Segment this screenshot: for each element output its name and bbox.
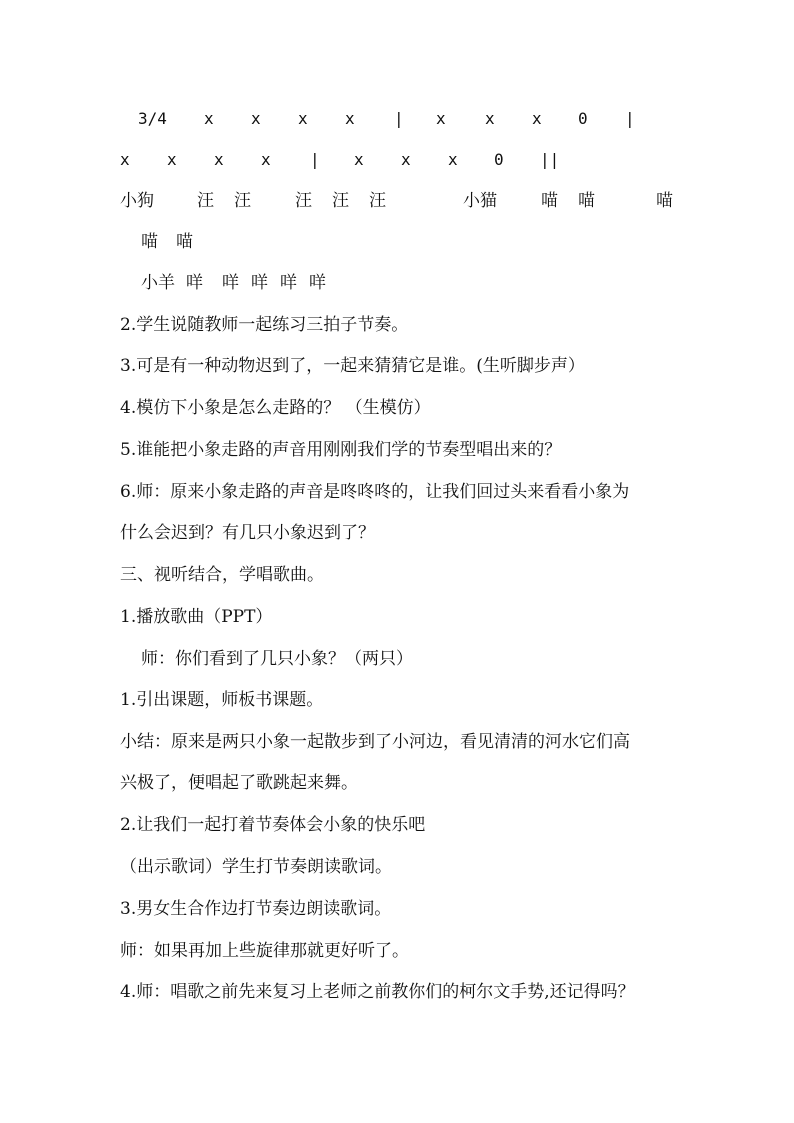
text-line: 师：如果再加上些旋律那就更好听了。	[120, 941, 409, 961]
rhythm-note: x	[204, 109, 214, 128]
lyric-dog-sound: 汪	[332, 191, 349, 211]
lyric-sheep: 小羊	[141, 273, 175, 293]
rhythm-note: x	[298, 109, 308, 128]
rhythm-note: x	[167, 150, 177, 169]
text-line: 1.引出课题，师板书课题。	[120, 690, 324, 710]
lyric-dog-sound: 汪	[369, 191, 386, 211]
rhythm-note: x	[485, 109, 495, 128]
section-heading: 三、视听结合，学唱歌曲。	[120, 565, 324, 585]
final-bar-line: ||	[540, 150, 560, 169]
text-line: 6.师：原来小象走路的声音是咚咚咚的，让我们回过头来看看小象为	[120, 482, 630, 502]
rhythm-rest: 0	[494, 150, 504, 169]
lyric-dog-sound: 汪	[234, 191, 251, 211]
rhythm-note: x	[401, 150, 411, 169]
text-line: 4.师：唱歌之前先来复习上老师之前教你们的柯尔文手势,还记得吗？	[120, 982, 635, 1002]
lyric-sheep-sound: 咩	[309, 273, 326, 293]
bar-line: |	[394, 109, 404, 128]
rhythm-note: x	[354, 150, 364, 169]
time-signature: 3/4	[138, 109, 167, 128]
text-line: 兴极了，便唱起了歌跳起来舞。	[120, 773, 358, 793]
rhythm-note: x	[261, 150, 271, 169]
bar-line: |	[310, 150, 320, 169]
lyric-cat-sound: 喵	[656, 191, 673, 211]
text-line: 什么会迟到？有几只小象迟到了？	[120, 523, 375, 543]
lyric-cat-sound: 喵	[541, 191, 558, 211]
rhythm-note: x	[345, 109, 355, 128]
text-line: 3.可是有一种动物迟到了，一起来猜猜它是谁。(生听脚步声）	[120, 356, 585, 376]
text-line: 3.男女生合作边打节奏边朗读歌词。	[120, 899, 392, 919]
lyric-sheep-sound: 咩	[186, 273, 203, 293]
rhythm-note: x	[214, 150, 224, 169]
lyric-sheep-sound: 咩	[280, 273, 297, 293]
lyric-dog-sound: 汪	[197, 191, 214, 211]
rhythm-note: x	[448, 150, 458, 169]
text-line: 师：你们看到了几只小象？（两只）	[141, 649, 413, 669]
lyric-dog-sound: 汪	[295, 191, 312, 211]
rhythm-note: x	[436, 109, 446, 128]
rhythm-note: x	[120, 150, 130, 169]
text-line: 小结：原来是两只小象一起散步到了小河边，看见清清的河水它们高	[120, 732, 630, 752]
bar-line: |	[625, 109, 635, 128]
text-line: 2.让我们一起打着节奏体会小象的快乐吧	[120, 815, 426, 835]
lyric-cat-sound: 喵	[141, 232, 158, 252]
text-line: 5.谁能把小象走路的声音用刚刚我们学的节奏型唱出来的？	[120, 440, 562, 460]
lyric-cat-sound: 喵	[578, 191, 595, 211]
text-line: 4.模仿下小象是怎么走路的？ （生模仿）	[120, 398, 431, 418]
lyric-cat: 小猫	[463, 191, 497, 211]
rhythm-rest: 0	[578, 109, 588, 128]
lyric-sheep-sound: 咩	[222, 273, 239, 293]
lyric-cat-sound: 喵	[176, 232, 193, 252]
text-line: 1.播放歌曲（PPT）	[120, 607, 273, 627]
lyric-dog: 小狗	[120, 191, 154, 211]
rhythm-note: x	[532, 109, 542, 128]
text-line: 2.学生说随教师一起练习三拍子节奏。	[120, 315, 409, 335]
text-line: （出示歌词）学生打节奏朗读歌词。	[120, 857, 392, 877]
lyric-sheep-sound: 咩	[251, 273, 268, 293]
rhythm-note: x	[251, 109, 261, 128]
